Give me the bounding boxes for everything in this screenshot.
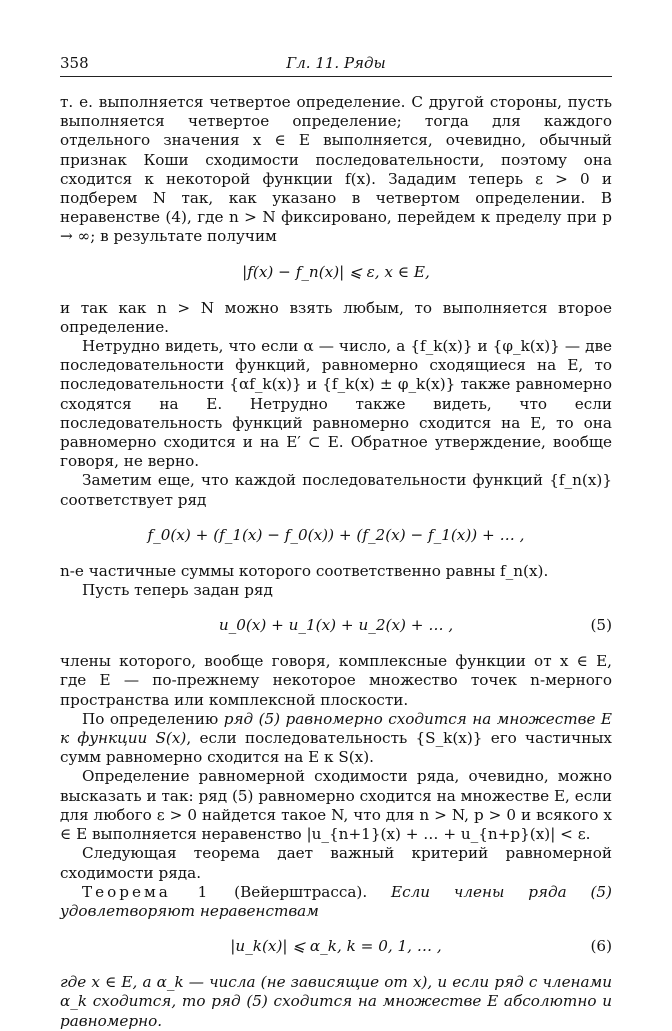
theorem-statement-2: где x ∈ E, а α_k — числа (не зависящие от x), и если ряд с членами α_k сходится, то ряд (5) сходится на множестве E абсолютно и равномерно. — [60, 973, 612, 1030]
paragraph-8 — [60, 710, 612, 768]
paragraph-8-start: По определению — [82, 709, 224, 728]
theorem-statement-1: Если члены ряда (5) удовлетворяют неравенствам — [60, 882, 612, 920]
theorem-label: Теорема 1 — [82, 882, 211, 901]
equation-5-number: (5) — [590, 616, 612, 635]
paragraph-9: Определение равномерной сходимости ряда, очевидно, можно высказать и так: ряд (5) равномерно сходится на множестве E, если для любого ε > 0 найдется такое N, что для n > N, p > 0 и всякого x ∈ E выполняется неравенство |u_{n+1}(x) + … + u_{n+p}(x)| < ε. — [60, 767, 612, 844]
paragraph-8-end: , если последовательность {S_k(x)} его частичных сумм равномерно сходится на E к S(x). — [60, 729, 612, 767]
equation-series-f-text: f_0(x) + (f_1(x) − f_0(x)) + (f_2(x) − f_1(x)) + … , — [147, 525, 525, 544]
equation-5 — [60, 614, 612, 636]
paragraph-6: Пусть теперь задан ряд — [82, 581, 273, 600]
theorem-name: (Вейерштрасса). — [210, 882, 392, 901]
equation-6 — [60, 935, 612, 957]
theorem-1 — [60, 883, 612, 921]
paragraph-5: n-е частичные суммы которого соответственно равны f_n(x). — [60, 561, 549, 580]
paragraph-7: члены которого, вообще говоря, комплексные функции от x ∈ E, где E — по-прежнему некоторое множество точек n-мерного пространства или комплексной плоскости. — [60, 652, 612, 709]
page-header — [60, 50, 612, 77]
equation-limit-text: |f(x) − f_n(x)| ⩽ ε, x ∈ E, — [242, 262, 430, 281]
paragraph-4: Заметим еще, что каждой последовательности функций {f_n(x)} соответствует ряд — [60, 471, 612, 509]
equation-limit — [60, 261, 612, 283]
running-head: Гл. 11. Ряды — [286, 54, 386, 72]
definition-term: ряд (5) равномерно сходится на множестве E к функции S(x) — [60, 709, 612, 748]
equation-series-f — [60, 524, 612, 546]
equation-6-number: (6) — [590, 937, 612, 956]
page-number: 358 — [60, 54, 89, 72]
text-body — [60, 93, 612, 1031]
paragraph-10: Следующая теорема дает важный критерий равномерной сходимости ряда. — [60, 844, 612, 882]
paragraph-1: т. е. выполняется четвертое определение. С другой стороны, пусть выполняется четвертое определение; тогда для каждого отдельного значения x ∈ E выполняется, очевидно, обычный признак Коши сходимости последовательности, поэтому она сходится к некоторой функции f(x). Зададим теперь ε > 0 и подберем N так, как указано в четвертом определении. В неравенстве (4), где n > N фиксировано, перейдем к пределу при p → ∞; в результате получим — [60, 93, 612, 246]
paragraph-2: и так как n > N можно взять любым, то выполняется второе определение. — [60, 298, 612, 336]
equation-6-text: |u_k(x)| ⩽ α_k, k = 0, 1, … , — [230, 937, 442, 956]
page — [60, 50, 612, 1031]
paragraph-3: Нетрудно видеть, что если α — число, а {f_k(x)} и {φ_k(x)} — две последовательности функций, равномерно сходящиеся на E, то последовательности {αf_k(x)} и {f_k(x) ± φ_k(x)} также равномерно сходятся на E. Нетрудно также видеть, что если последовательность функций равномерно сходится на E, то она равномерно сходится и на E′ ⊂ E. Обратное утверждение, вообще говоря, не верно. — [60, 337, 612, 471]
equation-5-text: u_0(x) + u_1(x) + u_2(x) + … , — [218, 616, 454, 635]
